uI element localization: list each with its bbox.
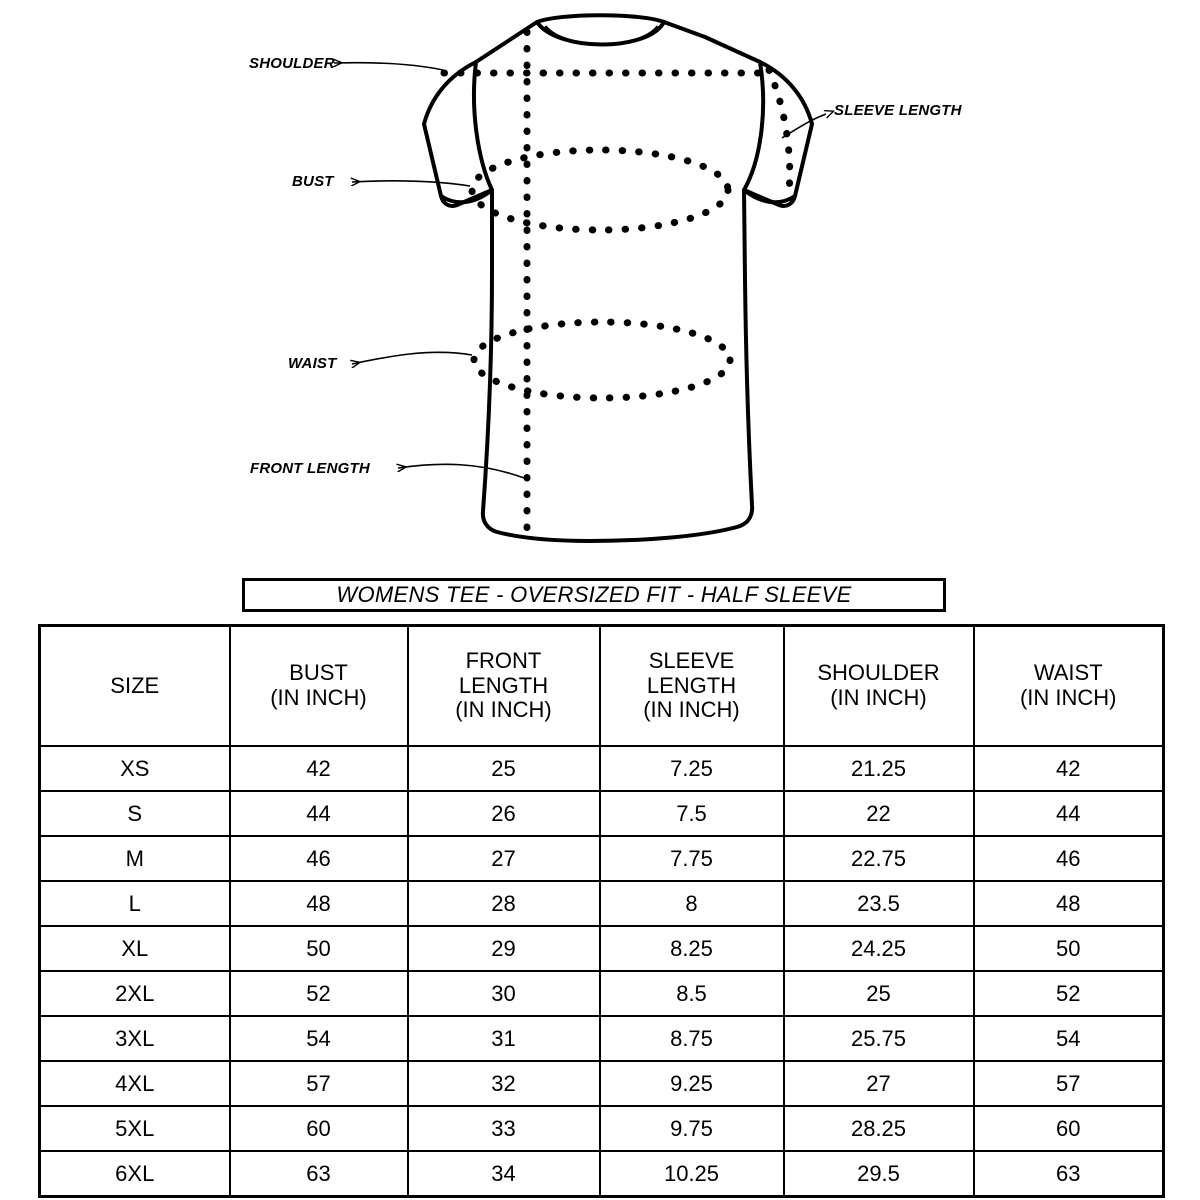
- cell-size: 3XL: [40, 1016, 230, 1061]
- cell-shoulder: 27: [784, 1061, 974, 1106]
- table-row: [40, 1151, 1164, 1197]
- cell-bust: 44: [230, 791, 408, 836]
- cell-front-length: 30: [408, 971, 600, 1016]
- cell-front-length: 25: [408, 746, 600, 791]
- cell-waist: 50: [974, 926, 1164, 971]
- cell-sleeve-length: 7.25: [600, 746, 784, 791]
- cell-waist: 60: [974, 1106, 1164, 1151]
- table-row: [40, 926, 1164, 971]
- cell-shoulder: 24.25: [784, 926, 974, 971]
- cell-sleeve-length: 10.25: [600, 1151, 784, 1197]
- label-waist: WAIST: [288, 355, 337, 372]
- front-length-leader-line: [398, 464, 524, 478]
- cell-bust: 63: [230, 1151, 408, 1197]
- table-body: [40, 746, 1164, 1197]
- cell-front-length: 27: [408, 836, 600, 881]
- cell-size: 4XL: [40, 1061, 230, 1106]
- garment-diagram: [0, 0, 1200, 570]
- cell-sleeve-length: 8: [600, 881, 784, 926]
- cell-bust: 54: [230, 1016, 408, 1061]
- cell-sleeve-length: 8.75: [600, 1016, 784, 1061]
- cell-front-length: 33: [408, 1106, 600, 1151]
- chart-title-box: [242, 578, 946, 612]
- cell-waist: 63: [974, 1151, 1164, 1197]
- table-row: [40, 1016, 1164, 1061]
- cell-bust: 46: [230, 836, 408, 881]
- cell-waist: 46: [974, 836, 1164, 881]
- cell-sleeve-length: 8.5: [600, 971, 784, 1016]
- cell-size: XS: [40, 746, 230, 791]
- cell-bust: 60: [230, 1106, 408, 1151]
- cell-shoulder: 28.25: [784, 1106, 974, 1151]
- cell-bust: 52: [230, 971, 408, 1016]
- cell-front-length: 29: [408, 926, 600, 971]
- table-row: [40, 971, 1164, 1016]
- header-bust: BUST (IN INCH): [230, 626, 408, 747]
- cell-waist: 42: [974, 746, 1164, 791]
- cell-size: 5XL: [40, 1106, 230, 1151]
- bust-measure-ellipse: [472, 150, 728, 230]
- tee-technical-drawing: [0, 0, 1200, 570]
- cell-shoulder: 22: [784, 791, 974, 836]
- cell-sleeve-length: 9.25: [600, 1061, 784, 1106]
- label-sleeve-length: SLEEVE LENGTH: [834, 102, 962, 119]
- cell-waist: 48: [974, 881, 1164, 926]
- label-shoulder: SHOULDER: [249, 55, 335, 72]
- cell-front-length: 34: [408, 1151, 600, 1197]
- table-head: [40, 626, 1164, 747]
- cell-shoulder: 22.75: [784, 836, 974, 881]
- cell-waist: 52: [974, 971, 1164, 1016]
- header-shoulder: SHOULDER (IN INCH): [784, 626, 974, 747]
- table-row: [40, 746, 1164, 791]
- waist-measure-ellipse: [474, 322, 730, 398]
- sleeve-length-leader-line: [782, 114, 826, 138]
- cell-size: L: [40, 881, 230, 926]
- cell-front-length: 31: [408, 1016, 600, 1061]
- cell-shoulder: 25: [784, 971, 974, 1016]
- cell-shoulder: 29.5: [784, 1151, 974, 1197]
- header-sleeve-length: SLEEVE LENGTH (IN INCH): [600, 626, 784, 747]
- cell-sleeve-length: 9.75: [600, 1106, 784, 1151]
- cell-size: 2XL: [40, 971, 230, 1016]
- sleeve-length-measure-line: [769, 70, 790, 192]
- cell-size: M: [40, 836, 230, 881]
- cell-shoulder: 21.25: [784, 746, 974, 791]
- cell-sleeve-length: 7.75: [600, 836, 784, 881]
- cell-bust: 50: [230, 926, 408, 971]
- size-table: [38, 624, 1165, 1198]
- shoulder-leader-line: [334, 63, 443, 70]
- cell-bust: 48: [230, 881, 408, 926]
- table-row: [40, 881, 1164, 926]
- table-header-row: [40, 626, 1164, 747]
- table-row: [40, 1106, 1164, 1151]
- cell-shoulder: 25.75: [784, 1016, 974, 1061]
- label-front-length: FRONT LENGTH: [250, 460, 370, 477]
- table-row: [40, 836, 1164, 881]
- cell-shoulder: 23.5: [784, 881, 974, 926]
- label-bust: BUST: [292, 173, 334, 190]
- cell-waist: 57: [974, 1061, 1164, 1106]
- cell-front-length: 32: [408, 1061, 600, 1106]
- cell-size: S: [40, 791, 230, 836]
- cell-waist: 54: [974, 1016, 1164, 1061]
- cell-bust: 42: [230, 746, 408, 791]
- waist-leader-line: [352, 352, 472, 364]
- bust-leader-line: [352, 181, 470, 186]
- header-size: SIZE: [40, 626, 230, 747]
- cell-sleeve-length: 8.25: [600, 926, 784, 971]
- size-table-wrapper: [38, 624, 1162, 1198]
- table-row: [40, 1061, 1164, 1106]
- header-front-length: FRONT LENGTH (IN INCH): [408, 626, 600, 747]
- cell-bust: 57: [230, 1061, 408, 1106]
- table-row: [40, 791, 1164, 836]
- cell-front-length: 26: [408, 791, 600, 836]
- cell-front-length: 28: [408, 881, 600, 926]
- chart-title: WOMENS TEE - OVERSIZED FIT - HALF SLEEVE: [336, 582, 852, 607]
- cell-size: XL: [40, 926, 230, 971]
- cell-waist: 44: [974, 791, 1164, 836]
- cell-size: 6XL: [40, 1151, 230, 1197]
- header-waist: WAIST (IN INCH): [974, 626, 1164, 747]
- cell-sleeve-length: 7.5: [600, 791, 784, 836]
